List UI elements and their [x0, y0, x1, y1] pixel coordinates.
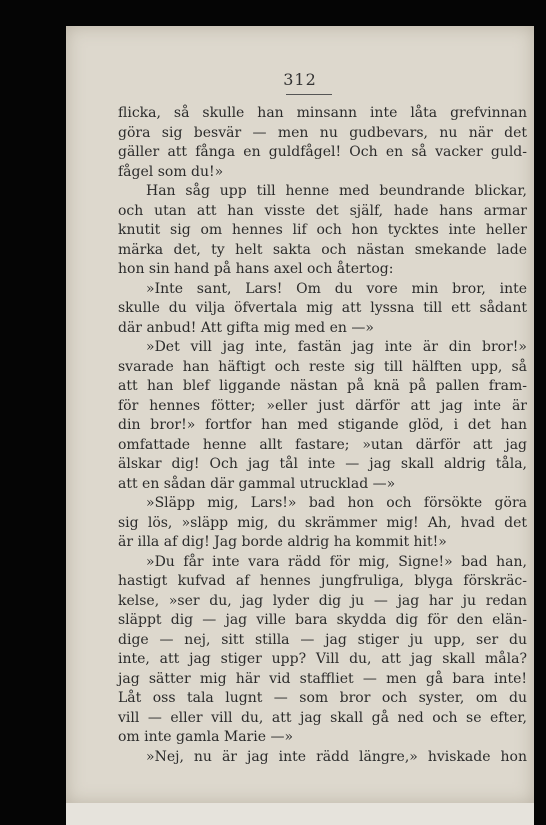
text-line: hon sin hand på hans axel och återtog: — [118, 261, 394, 277]
text-line: svarade han häftigt och reste sig till hälften upp, så — [118, 358, 527, 375]
text-line: är illa af dig! Jag borde aldrig ha kommit hit!» — [118, 534, 447, 550]
text-line: »Släpp mig, Lars!» bad hon och försökte göra — [146, 495, 527, 511]
text-line: din bror!» fortfor han med stigande glöd, i det han — [118, 417, 527, 433]
text-line: »Inte sant, Lars! Om du vore min bror, inte — [146, 280, 527, 297]
text-line: gäller att fånga en guldfågel! Och en så vacker guld- — [118, 144, 527, 160]
text-line: hastigt kufvad af hennes jungfruliga, blyga förskräc- — [118, 573, 527, 589]
text-line: dige — nej, sitt stilla — jag stiger ju upp, ser du — [118, 631, 527, 648]
text-line: och utan att han visste det själf, hade hans armar — [118, 202, 527, 219]
text-line: »Du får inte vara rädd för mig, Signe!» bad han, — [146, 553, 527, 570]
text-line: sig lös, »släpp mig, du skrämmer mig! Ah, hvad det — [118, 514, 527, 531]
text-line: knutit sig om hennes lif och hon tycktes inte heller — [118, 222, 527, 238]
text-line: göra sig besvär — men nu gudbevars, nu när det — [118, 124, 527, 141]
text-line: kelse, »ser du, jag lyder dig ju — jag har ju redan — [118, 592, 527, 609]
text-line: skulle du vilja öfvertala mig att lyssna till ett sådant — [118, 300, 527, 316]
text-line: släppt dig — jag ville bara skydda dig för den elän- — [118, 612, 527, 628]
text-line: om inte gamla Marie —» — [118, 729, 294, 745]
text-line: där anbud! Att gifta mig med en —» — [118, 319, 374, 336]
text-line: fågel som du!» — [118, 163, 224, 180]
text-line: älskar dig! Och jag tål inte — jag skall aldrig tåla, — [118, 456, 527, 472]
body-text — [118, 104, 527, 767]
text-line: »Det vill jag inte, fastän jag inte är din bror!» — [146, 339, 527, 355]
text-line: omfattade henne allt fastare; »utan därför att jag — [118, 436, 527, 453]
text-line: för hennes fötter; »eller just därför att jag inte är — [118, 397, 527, 414]
text-line: Han såg upp till henne med beundrande blickar, — [146, 183, 527, 199]
text-line: jag sätter mig här vid staffliet — men gå bara inte! — [118, 670, 527, 687]
text-line: vill — eller vill du, att jag skall gå ned och se efter, — [118, 709, 527, 726]
text-line: inte, att jag stiger upp? Vill du, att jag skall måla? — [118, 651, 527, 667]
page-edge — [66, 803, 534, 825]
text-line: märka det, ty helt sakta och nästan smekande lade — [118, 241, 527, 258]
text-line: att en sådan där gammal utrucklad —» — [118, 475, 396, 492]
text-line: »Nej, nu är jag inte rädd längre,» hviskade hon — [146, 748, 527, 765]
page-number: 312 — [283, 70, 317, 89]
text-line: flicka, så skulle han minsann inte låta grefvinnan — [118, 105, 527, 121]
text-line: Låt oss tala lugnt — som bror och syster, om du — [118, 690, 527, 706]
text-line: att han blef liggande nästan på knä på pallen fram- — [118, 378, 527, 394]
book-page — [66, 26, 534, 804]
page-number-rule — [286, 94, 332, 95]
